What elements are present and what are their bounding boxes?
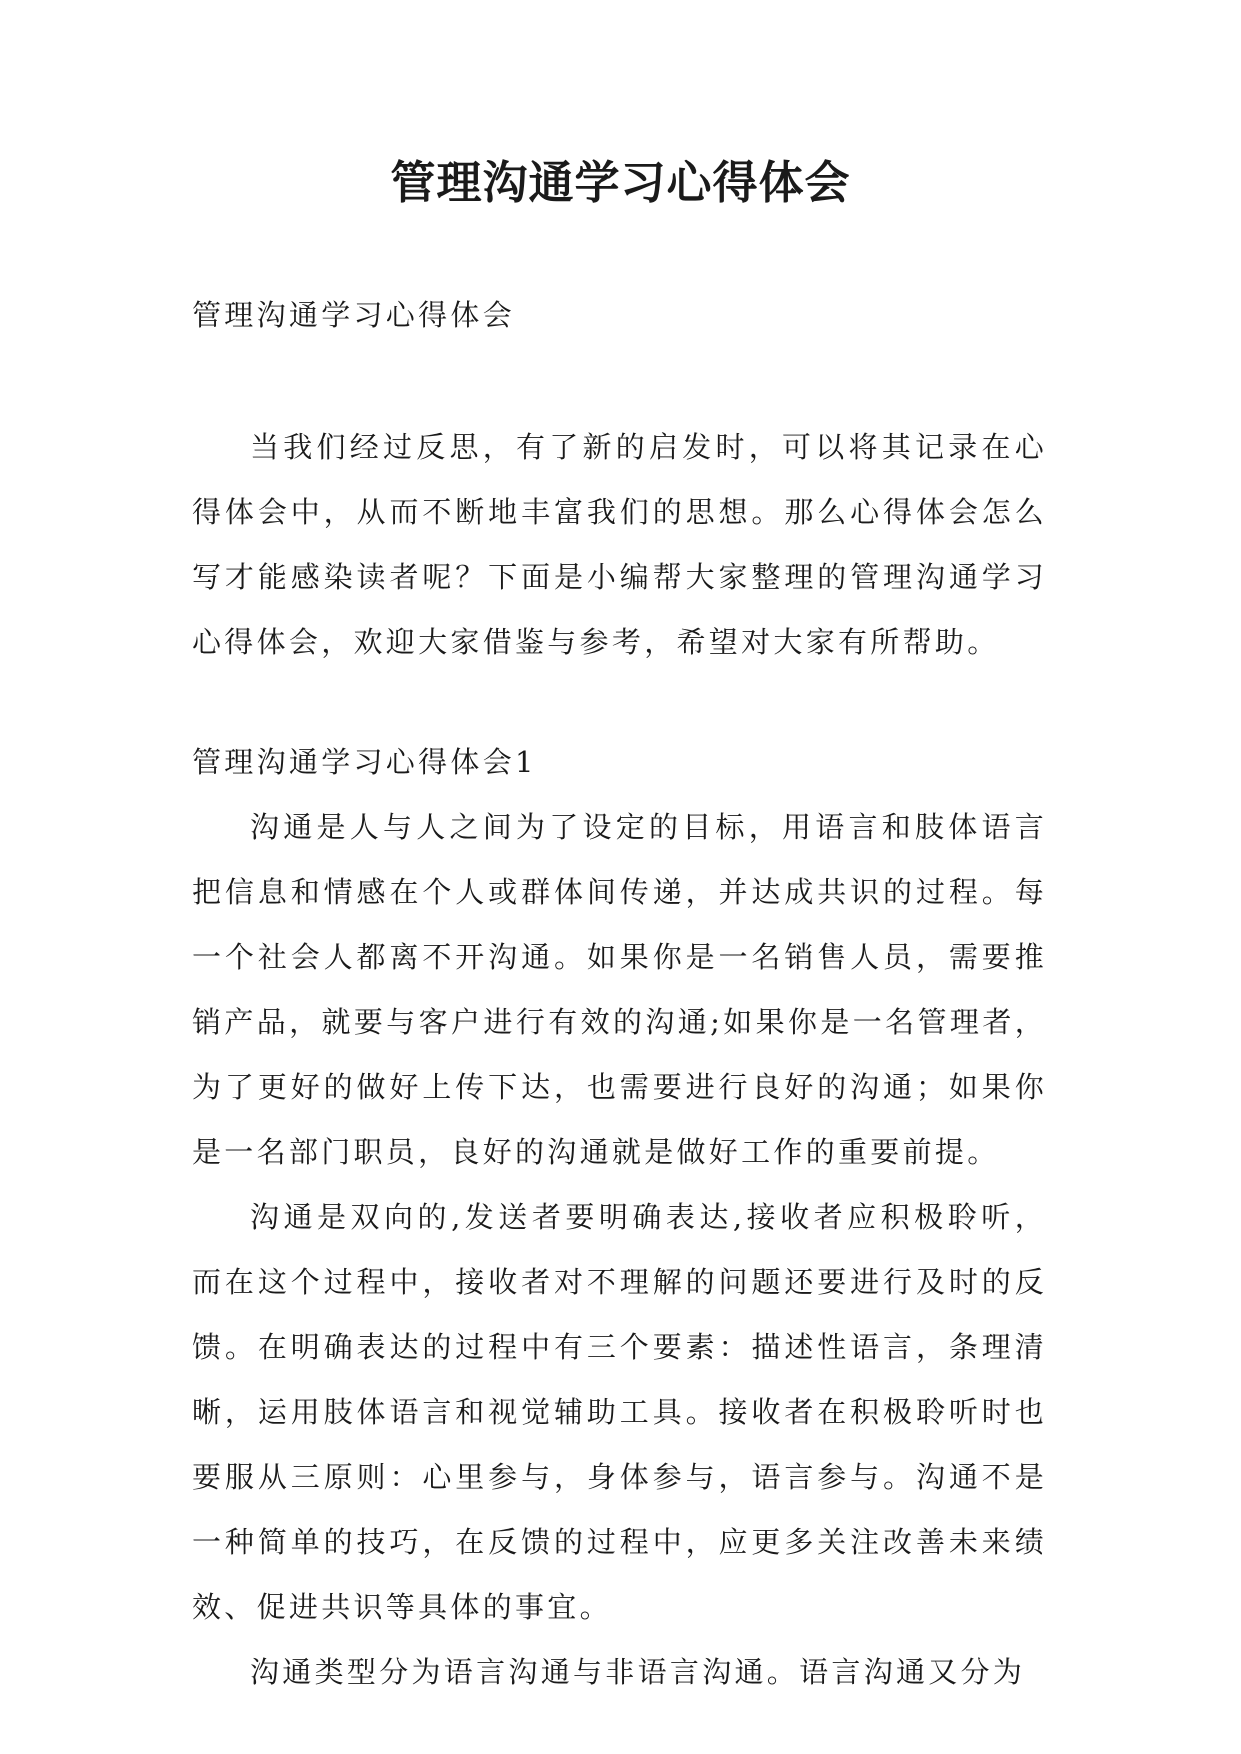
body-paragraph-3: 沟通类型分为语言沟通与非语言沟通。语言沟通又分为: [250, 1655, 1026, 1689]
document-subtitle: 管理沟通学习心得体会: [192, 298, 516, 332]
intro-paragraph: 当我们经过反思，有了新的启发时，可以将其记录在心得体会中，从而不断地丰富我们的思想。那么心得体会怎么写才能感染读者呢？下面是小编帮大家整理的管理沟通学习心得体会，欢迎大家借鉴与参考，希望对大家有所帮助。: [192, 430, 1047, 659]
body-paragraph-2: 沟通是双向的,发送者要明确表达,接收者应积极聆听，而在这个过程中，接收者对不理解的问题还要进行及时的反馈。在明确表达的过程中有三个要素：描述性语言，条理清晰，运用肢体语言和视觉辅助工具。接收者在积极聆听时也要服从三原则：心里参与，身体参与，语言参与。沟通不是一种简单的技巧，在反馈的过程中，应更多关注改善未来绩效、促进共识等具体的事宜。: [192, 1200, 1047, 1624]
document-body: [192, 283, 1047, 1705]
document-title: 管理沟通学习心得体会: [390, 156, 851, 209]
body-paragraph-1: 沟通是人与人之间为了设定的目标，用语言和肢体语言把信息和情感在个人或群体间传递，并达成共识的过程。每一个社会人都离不开沟通。如果你是一名销售人员，需要推销产品，就要与客户进行有效的沟通;如果你是一名管理者，为了更好的做好上传下达，也需要进行良好的沟通；如果你是一名部门职员，良好的沟通就是做好工作的重要前提。: [192, 810, 1047, 1169]
section-heading: 管理沟通学习心得体会1: [192, 745, 537, 779]
